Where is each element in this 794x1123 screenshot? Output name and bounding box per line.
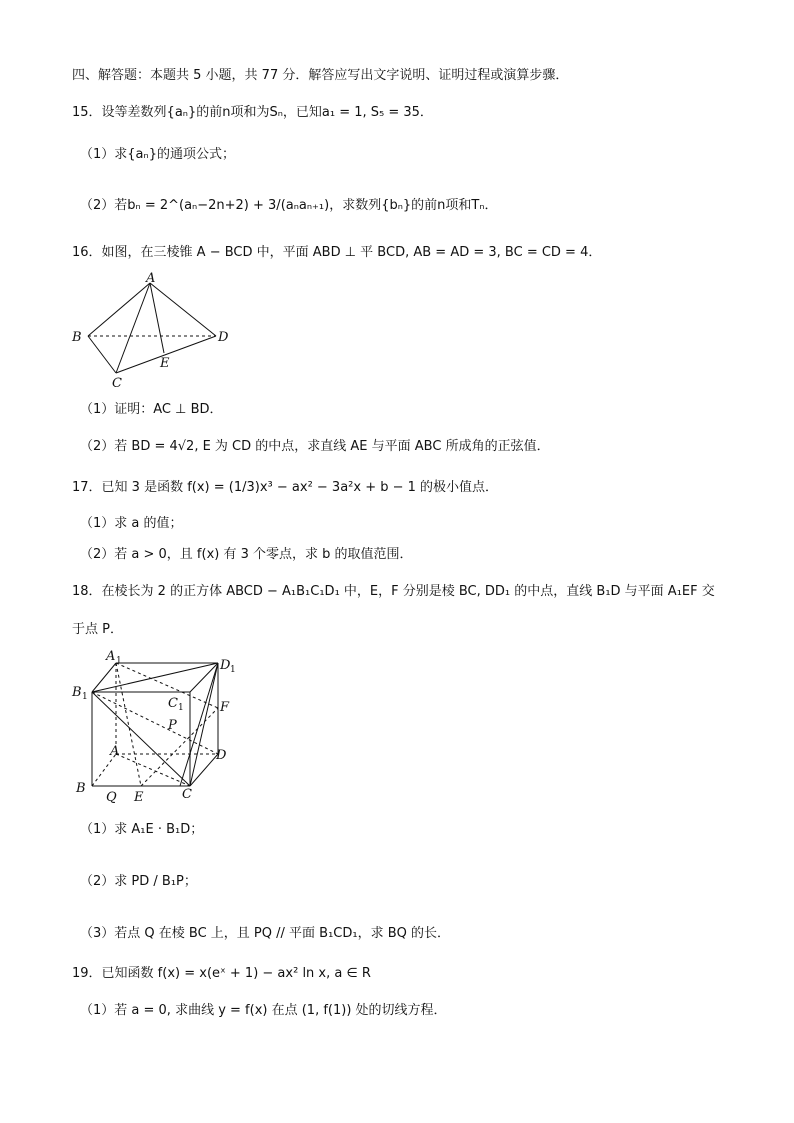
q19-stem: 19．已知函数 f(x) = x(eˣ + 1) − ax² ln x, a ∈ R bbox=[72, 966, 371, 981]
q18-label-c1-sub: 1 bbox=[178, 703, 184, 713]
q18-label-c: C bbox=[182, 787, 192, 802]
q18-label-q: Q bbox=[106, 790, 117, 805]
q16-label-e: E bbox=[160, 356, 170, 371]
q15-stem: 15．设等差数列{aₙ}的前n项和为Sₙ，已知a₁ = 1, S₅ = 35． bbox=[72, 105, 433, 120]
q16-tetrahedron-figure bbox=[68, 270, 238, 392]
q16-label-b: B bbox=[72, 330, 82, 345]
q18-label-c1: C bbox=[168, 696, 178, 711]
q18-label-b1-sub: 1 bbox=[82, 692, 88, 702]
q16-stem: 16．如图，在三棱锥 A − BCD 中，平面 ABD ⊥ 平 BCD, AB = AD = 3, BC = CD = 4． bbox=[72, 245, 602, 260]
q16-label-a: A bbox=[146, 271, 156, 286]
q18-stem-line2: 于点 P． bbox=[72, 622, 123, 637]
q18-stem-line1: 18．在棱长为 2 的正方体 ABCD − A₁B₁C₁D₁ 中，E，F 分别是棱 BC, DD₁ 的中点，直线 B₁D 与平面 A₁EF 交 bbox=[72, 584, 715, 599]
q18-part2: （2）求 PD / B₁P； bbox=[80, 874, 197, 889]
q18-label-d: D bbox=[216, 748, 227, 763]
q18-label-d1: D bbox=[220, 658, 231, 673]
q19-part1: （1）若 a = 0, 求曲线 y = f(x) 在点 (1, f(1)) 处的切线方程． bbox=[80, 1003, 447, 1018]
q15-part2: （2）若bₙ = 2^(aₙ−2n+2) + 3/(aₙaₙ₊₁)，求数列{bₙ}的前n项和Tₙ． bbox=[80, 198, 498, 213]
q18-cube-figure bbox=[70, 646, 240, 806]
q18-part1: （1）求 A₁E · B₁D； bbox=[80, 822, 204, 837]
q18-label-a1-sub: 1 bbox=[116, 656, 122, 666]
q16-part1: （1）证明：AC ⊥ BD． bbox=[80, 402, 223, 417]
q18-label-p: P bbox=[168, 718, 177, 733]
section-header: 四、解答题：本题共 5 小题，共 77 分．解答应写出文字说明、证明过程或演算步骤． bbox=[72, 68, 569, 83]
q18-label-e: E bbox=[134, 790, 144, 805]
q18-part3: （3）若点 Q 在棱 BC 上，且 PQ // 平面 B₁CD₁，求 BQ 的长． bbox=[80, 926, 451, 941]
q16-part2: （2）若 BD = 4√2, E 为 CD 的中点，求直线 AE 与平面 ABC 所成角的正弦值． bbox=[80, 439, 550, 454]
q18-label-a1: A bbox=[106, 649, 116, 664]
q17-part2: （2）若 a > 0，且 f(x) 有 3 个零点，求 b 的取值范围． bbox=[80, 547, 413, 562]
q16-label-c: C bbox=[112, 376, 122, 391]
q18-label-d1-sub: 1 bbox=[230, 665, 236, 675]
q18-label-b1: B bbox=[72, 685, 82, 700]
q15-part1: （1）求{aₙ}的通项公式； bbox=[80, 147, 235, 162]
q17-stem: 17．已知 3 是函数 f(x) = (1/3)x³ − ax² − 3a²x + b − 1 的极小值点． bbox=[72, 480, 499, 495]
q18-label-f: F bbox=[220, 700, 230, 715]
q16-label-d: D bbox=[218, 330, 229, 345]
q18-label-b: B bbox=[76, 781, 86, 796]
q17-part1: （1）求 a 的值； bbox=[80, 516, 183, 531]
q18-label-a: A bbox=[110, 744, 120, 759]
